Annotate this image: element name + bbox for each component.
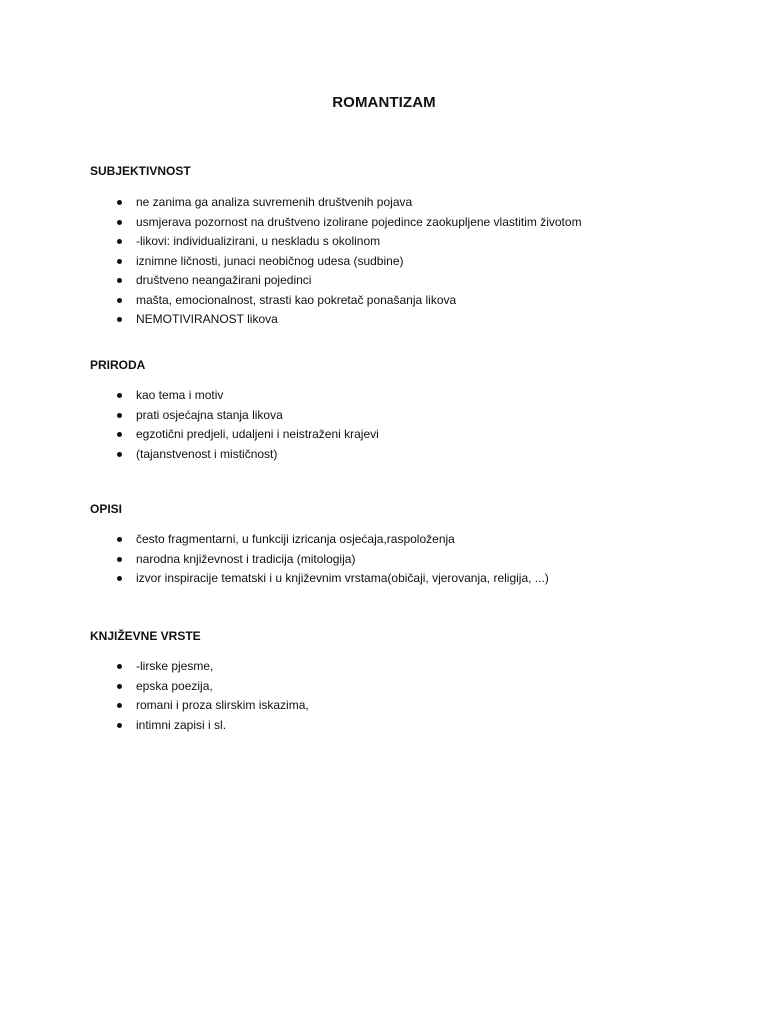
- list-item: [90, 193, 710, 213]
- list-item-text: ne zanima ga analiza suvremenih društvenih pojava: [136, 195, 413, 209]
- list-item-text: prati osjećajna stanja likova: [136, 407, 283, 422]
- list-item-text: NEMOTIVIRANOST likova: [136, 312, 278, 326]
- bullet-icon: [117, 239, 122, 244]
- list-item-text: romani i proza slirskim iskazima,: [136, 698, 309, 712]
- list-item: [90, 386, 710, 406]
- list-item-text: izvor inspiracije tematski i u književnim vrstama(običaji, vjerovanja, religija, ...): [136, 571, 549, 585]
- list-item: [90, 291, 710, 311]
- bullet-icon: [117, 393, 122, 398]
- list-item-text: -likovi: individualizirani, u neskladu s okolinom: [136, 234, 381, 248]
- section-knjizevne-vrste: [90, 628, 710, 735]
- list-item: [90, 310, 710, 330]
- list-item: [90, 569, 710, 589]
- list-item-text: kao tema i motiv: [136, 388, 224, 402]
- list-item: [90, 550, 710, 570]
- list-item: [90, 530, 710, 550]
- bullet-icon: [117, 684, 122, 689]
- bullet-icon: [117, 298, 122, 303]
- list-item: [90, 252, 710, 272]
- list-item: [90, 425, 710, 445]
- list-item-text: egzotični predjeli, udaljeni i neistraženi krajevi: [136, 427, 379, 441]
- section-heading: KNJIŽEVNE VRSTE: [90, 629, 201, 643]
- bullet-icon: [117, 576, 122, 581]
- bullet-icon: [117, 432, 122, 437]
- document-title: ROMANTIZAM: [332, 94, 436, 111]
- list-item: [90, 406, 710, 426]
- list-item-text: usmjerava pozornost na društveno izolirane pojedince zaokupljene vlastitim životom: [136, 214, 582, 229]
- bullet-icon: [117, 452, 122, 457]
- bullet-list: [90, 530, 710, 589]
- bullet-icon: [117, 723, 122, 728]
- section-subjektivnost: [90, 163, 710, 330]
- list-item: [90, 271, 710, 291]
- list-item-text: iznimne ličnosti, junaci neobičnog udesa (sudbine): [136, 253, 404, 268]
- section-heading: SUBJEKTIVNOST: [90, 164, 191, 178]
- section-opisi: [90, 501, 710, 589]
- bullet-list: [90, 193, 710, 330]
- list-item: [90, 213, 710, 233]
- list-item-text: mašta, emocionalnost, strasti kao pokretač ponašanja likova: [136, 292, 457, 307]
- list-item: [90, 232, 710, 252]
- section-heading: OPISI: [90, 502, 123, 516]
- list-item-text: epska poezija,: [136, 678, 213, 693]
- bullet-icon: [117, 537, 122, 542]
- section-priroda: [90, 357, 710, 464]
- list-item-text: narodna književnost i tradicija (mitologija): [136, 551, 356, 566]
- bullet-icon: [117, 200, 122, 205]
- bullet-icon: [117, 664, 122, 669]
- list-item: [90, 696, 710, 716]
- list-item: [90, 677, 710, 697]
- section-heading: PRIRODA: [90, 358, 146, 372]
- list-item: [90, 445, 710, 465]
- bullet-icon: [117, 557, 122, 562]
- list-item: [90, 657, 710, 677]
- list-item-text: (tajanstvenost i mističnost): [136, 446, 278, 461]
- list-item: [90, 716, 710, 736]
- list-item-text: društveno neangažirani pojedinci: [136, 273, 312, 287]
- bullet-icon: [117, 278, 122, 283]
- bullet-icon: [117, 259, 122, 264]
- bullet-icon: [117, 317, 122, 322]
- bullet-icon: [117, 413, 122, 418]
- bullet-icon: [117, 220, 122, 225]
- bullet-list: [90, 386, 710, 464]
- bullet-list: [90, 657, 710, 735]
- list-item-text: -lirske pjesme,: [136, 659, 214, 673]
- bullet-icon: [117, 703, 122, 708]
- list-item-text: često fragmentarni, u funkciji izricanja osjećaja,raspoloženja: [136, 532, 455, 546]
- list-item-text: intimni zapisi i sl.: [136, 717, 227, 732]
